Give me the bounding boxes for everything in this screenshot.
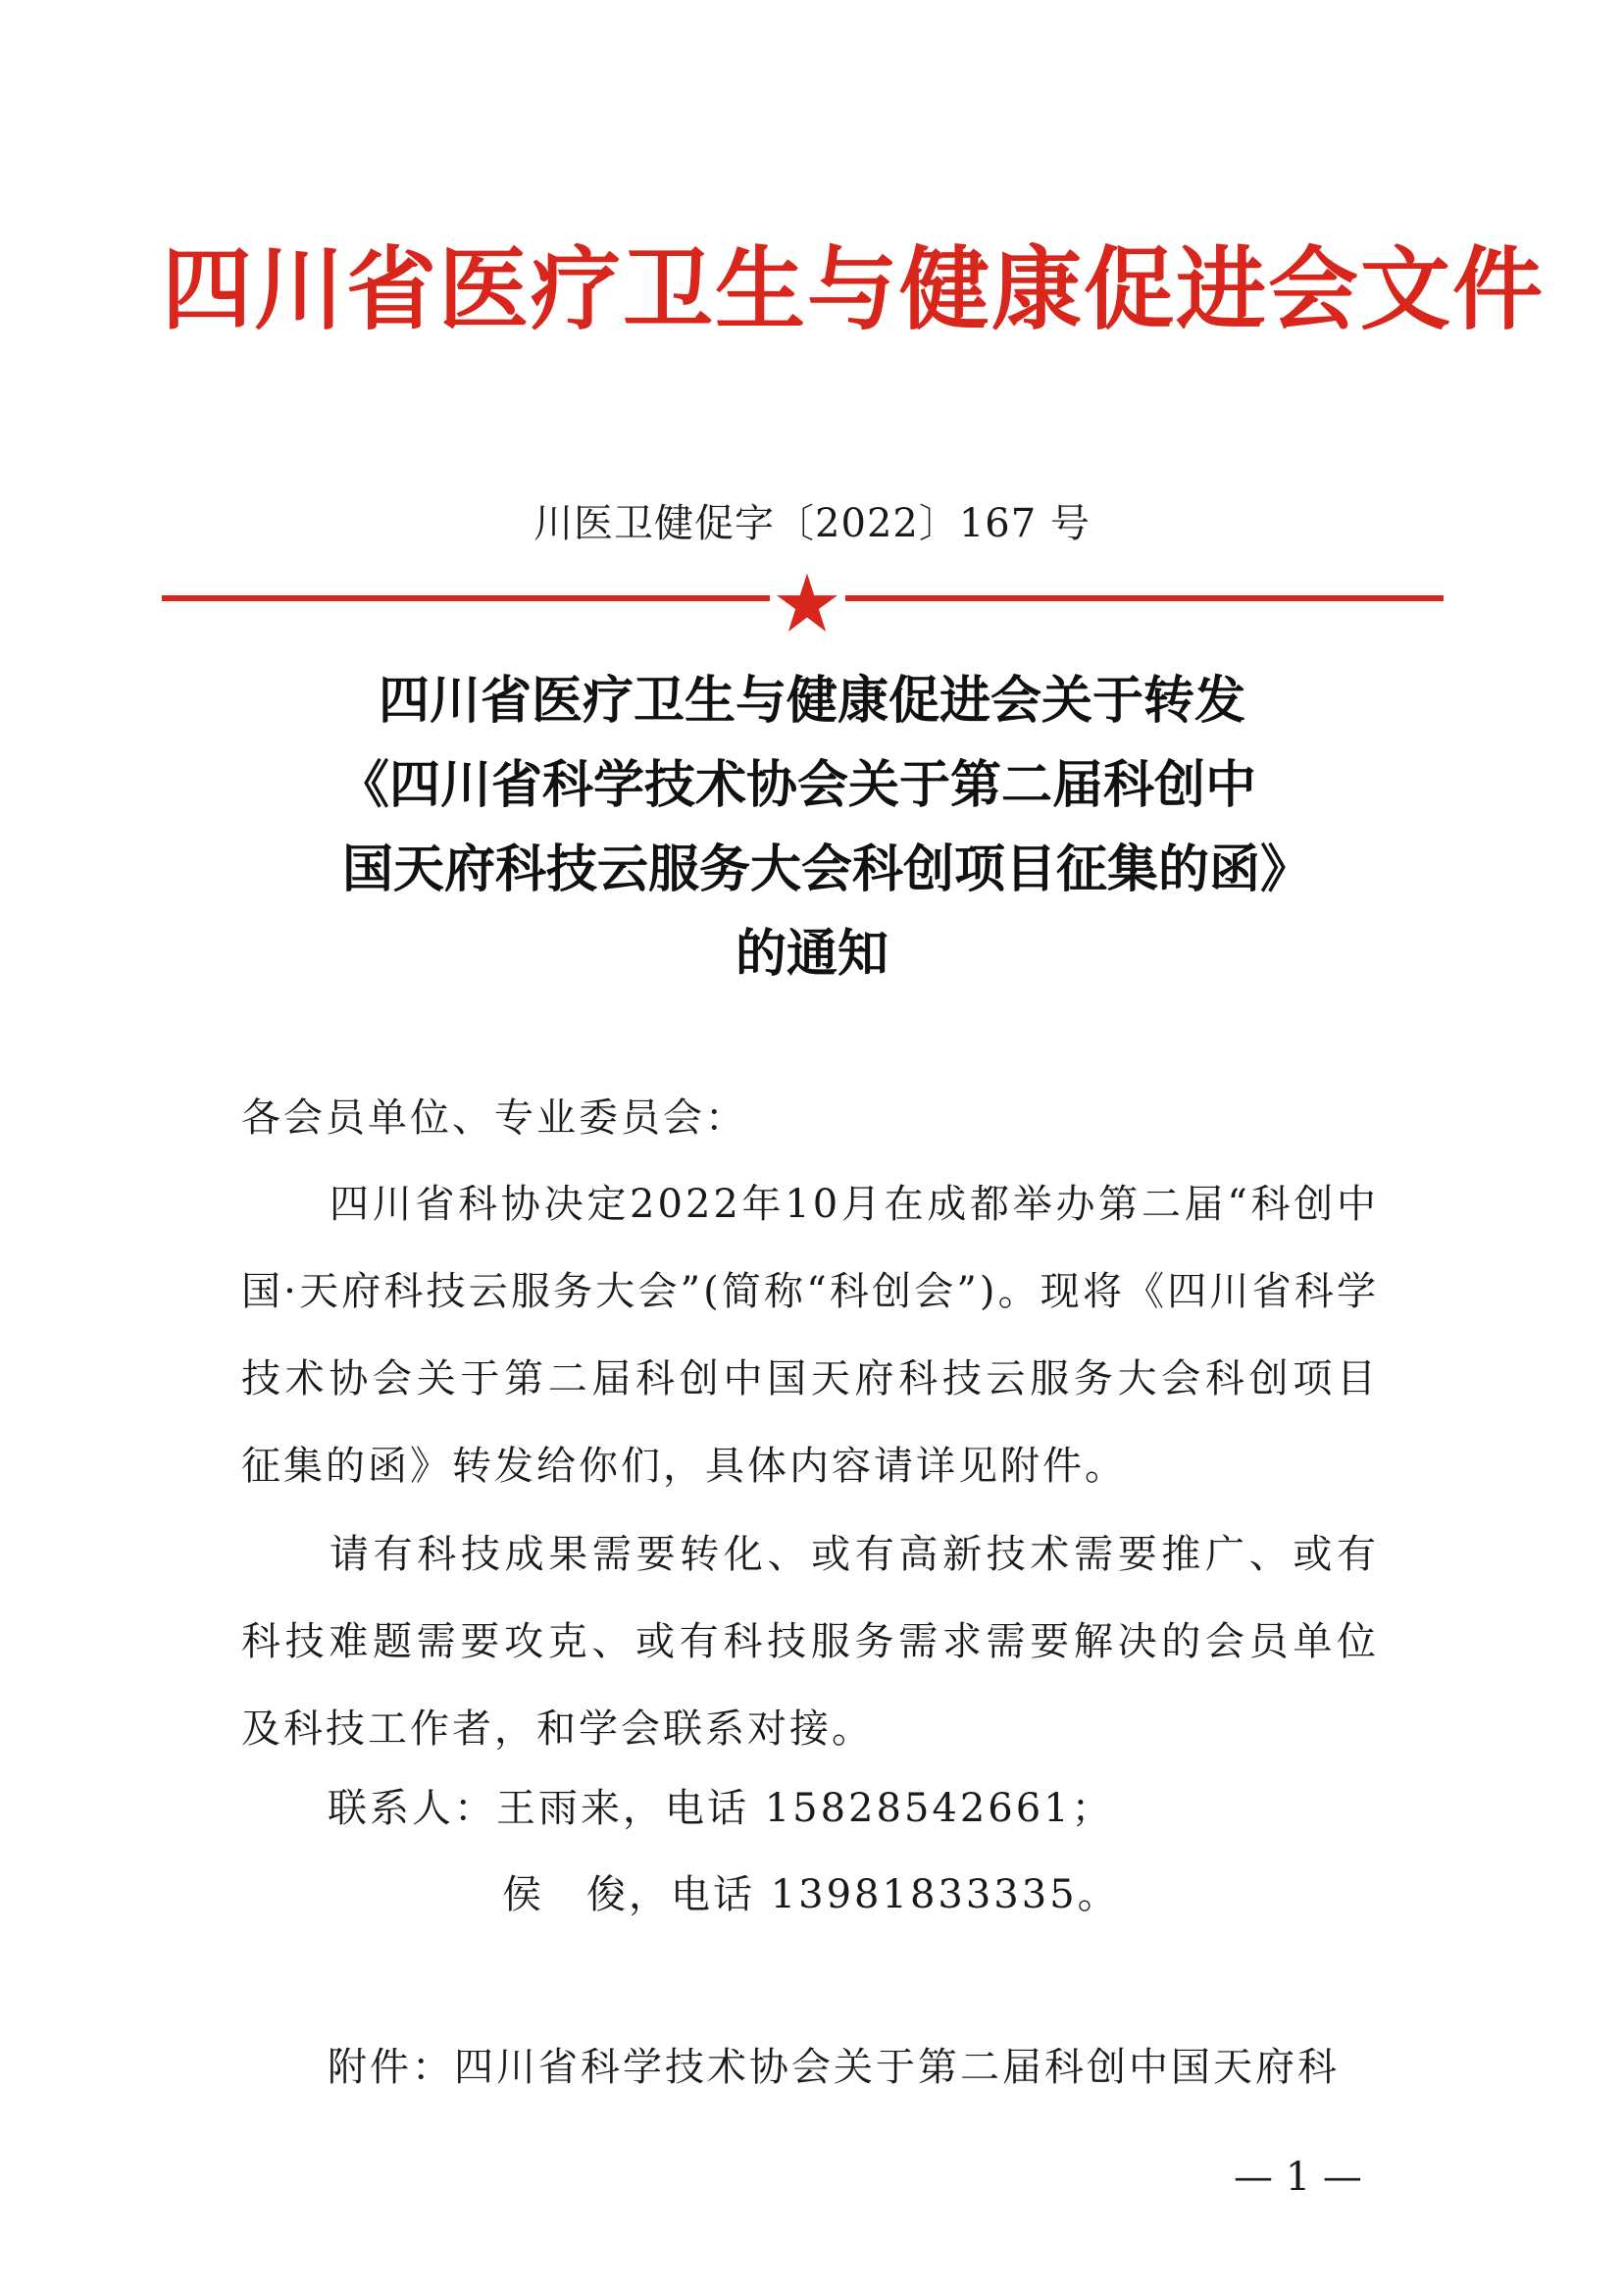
body-paragraph: 请有科技成果需要转化、或有高新技术需要推广、或有科技难题需要攻克、或有科技服务需求需要解决的会员单位及科技工作者，和学会联系对接。 bbox=[241, 1532, 1379, 1752]
body-paragraph: 四川省科协决定2022年10月在成都举办第二届“科创中国·天府科技云服务大会”(简称“科创会”)。现将《四川省科学技术协会关于第二届科创中国天府科技云服务大会科创项目征集的函》转发给你们，具体内容请详见附件。 bbox=[241, 1182, 1379, 1489]
document-header-title: 四川省医疗卫生与健康促进会文件 bbox=[162, 237, 1546, 342]
title-line: 四川省医疗卫生与健康促进会关于转发 bbox=[378, 672, 1245, 731]
page-number: — 1 — bbox=[1234, 2155, 1362, 2200]
contact-line: 联系人：王雨来，电话 15828542661； bbox=[328, 1786, 1114, 1831]
title-line: 《四川省科学技术协会关于第二届科创中 bbox=[337, 756, 1256, 815]
divider-rule-left bbox=[162, 595, 770, 601]
document-number: 川医卫健促字〔2022〕167 号 bbox=[533, 501, 1091, 546]
salutation: 各会员单位、专业委员会： bbox=[241, 1095, 747, 1141]
title-line: 国天府科技云服务大会科创项目征集的函》 bbox=[341, 840, 1311, 899]
attachment-line: 附件：四川省科学技术协会关于第二届科创中国天府科 bbox=[328, 2045, 1340, 2090]
title-line: 的通知 bbox=[735, 925, 888, 984]
notice-title bbox=[177, 659, 1447, 996]
star-icon bbox=[775, 571, 839, 636]
contact-line: 侯 俊，电话 13981833335。 bbox=[502, 1872, 1120, 1917]
divider-rule-right bbox=[845, 595, 1444, 601]
